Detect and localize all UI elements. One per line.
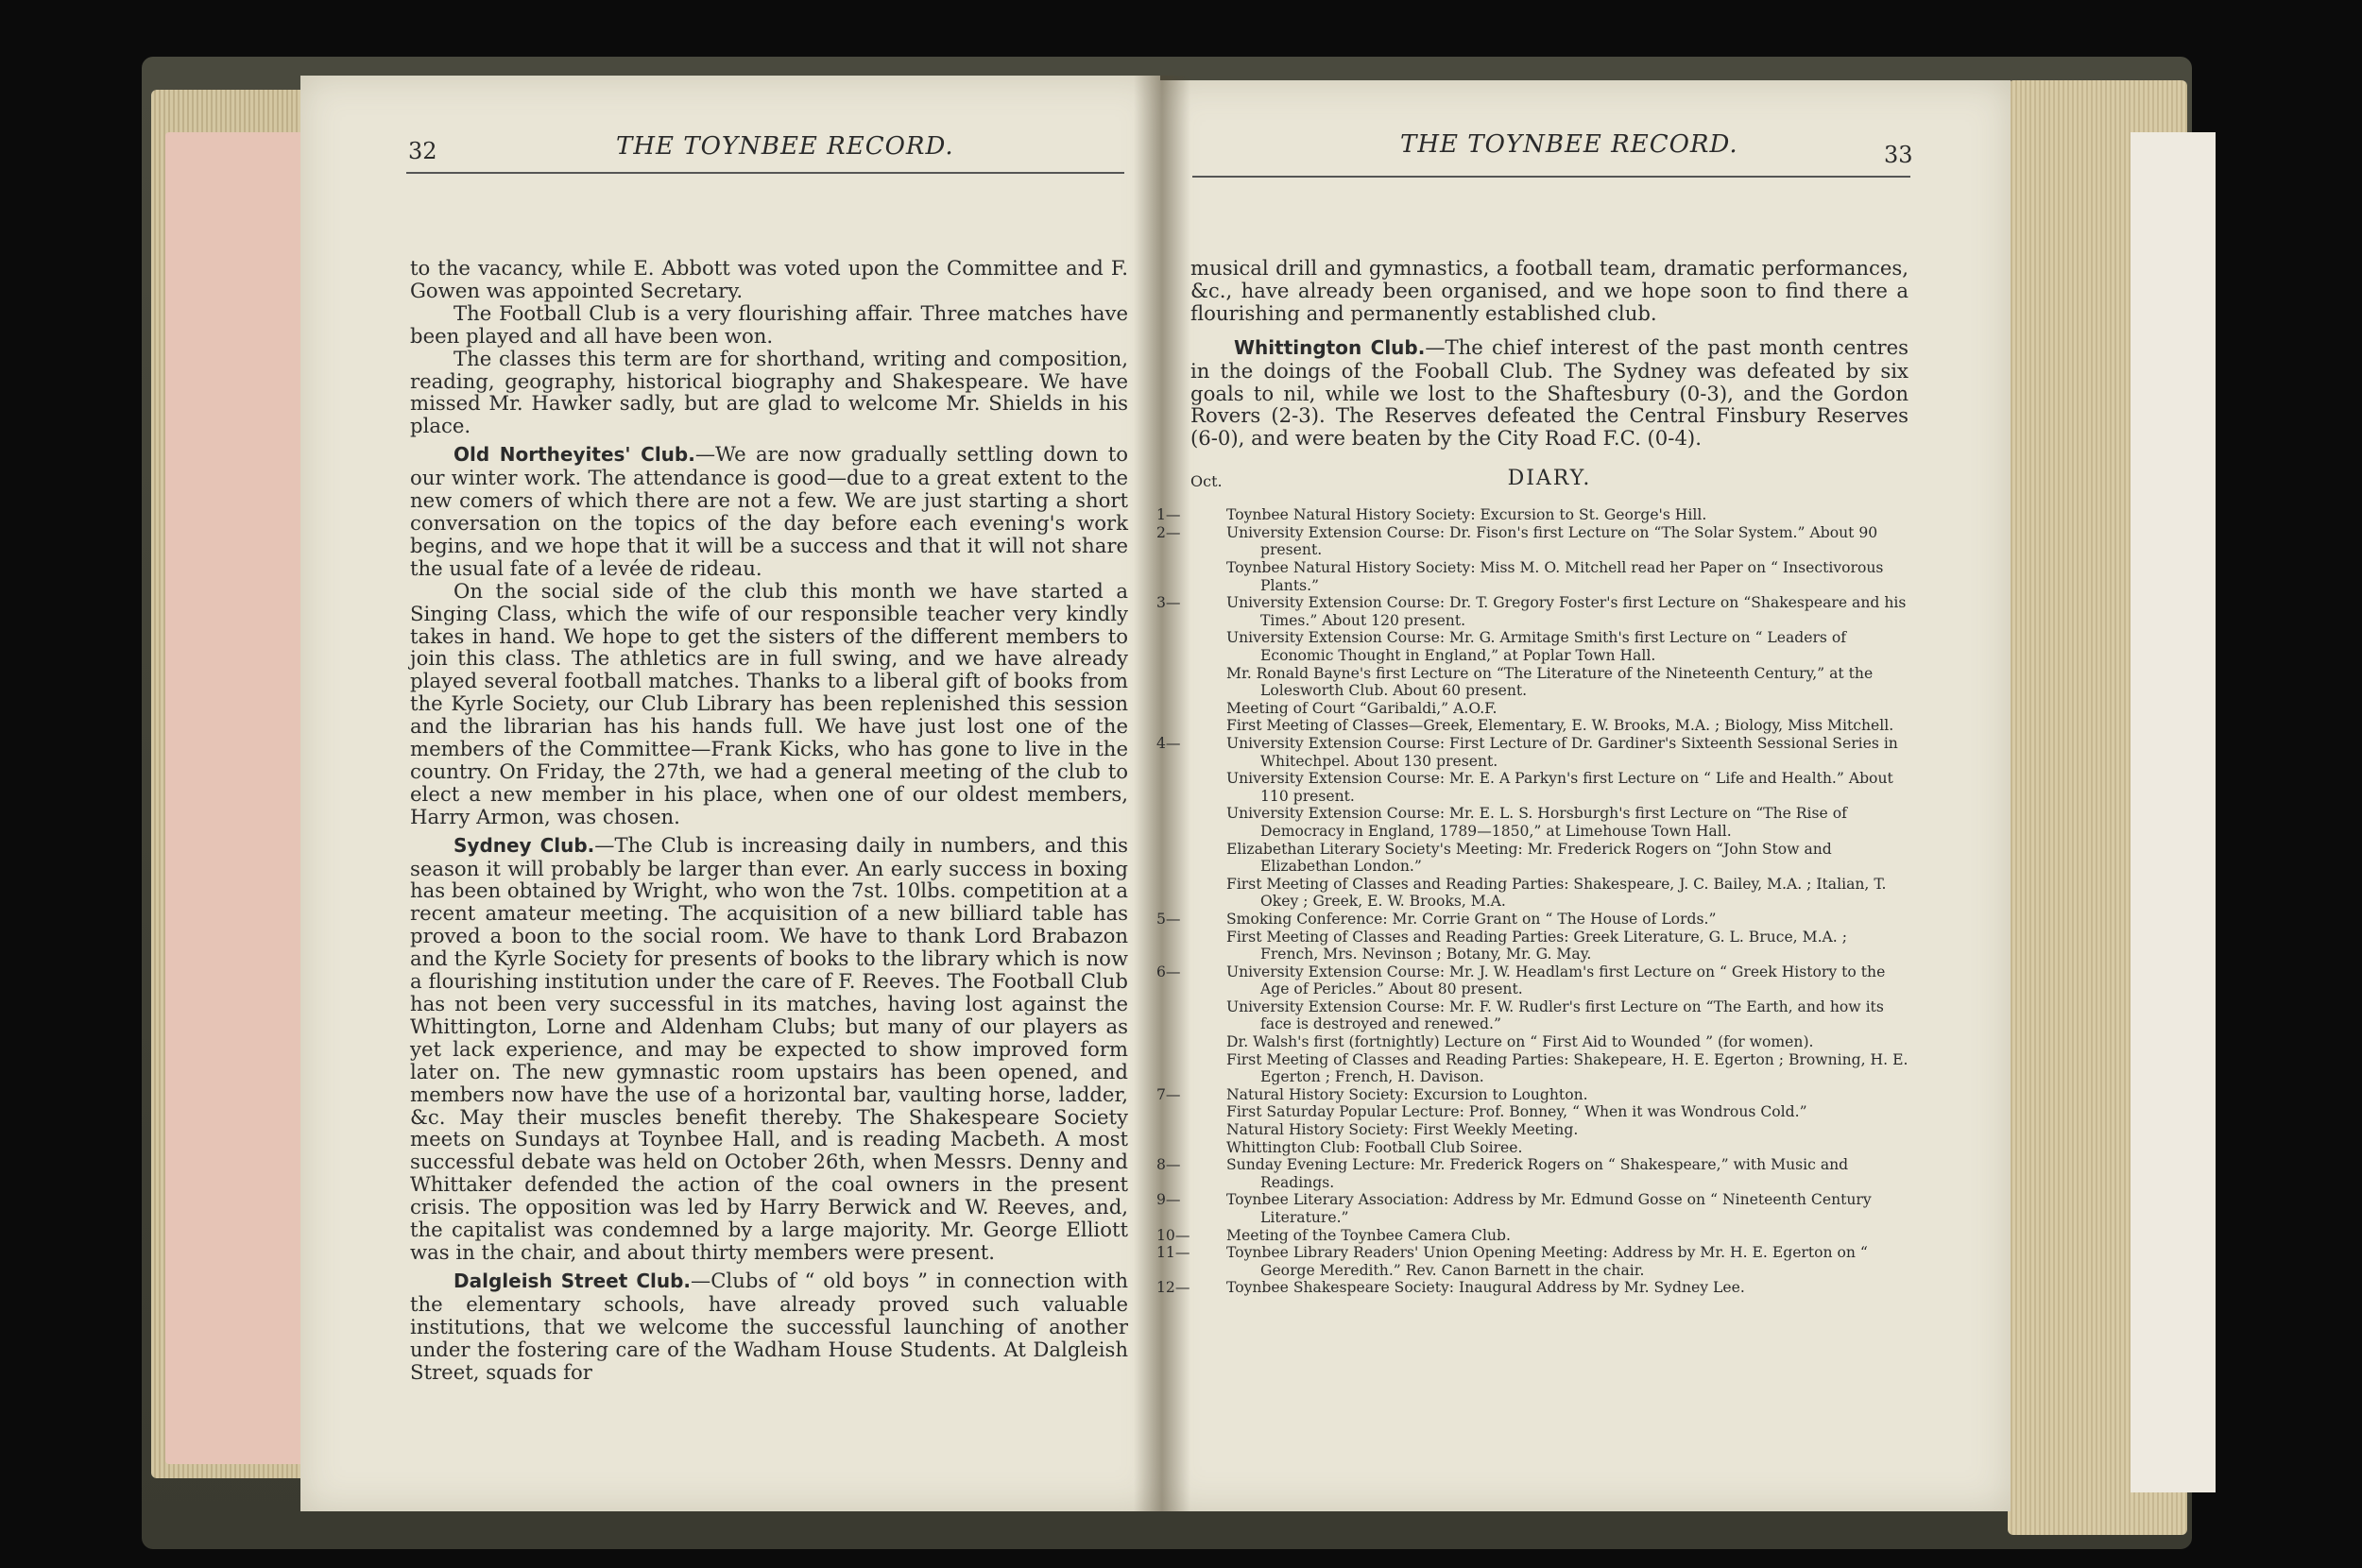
paragraph: musical drill and gymnastics, a football team, dramatic performances, &c., have already been organised, and we hope soon to find there a flourishing and permanently established club. xyxy=(1190,256,1908,325)
book-gutter xyxy=(1134,76,1190,1511)
diary-entry: Toynbee Shakespeare Society: Inaugural Address by Mr. Sydney Lee. xyxy=(1226,1279,1745,1297)
diary-entry: Natural History Society: Excursion to Loughton. xyxy=(1226,1085,1588,1103)
diary-entry: University Extension Course: Mr. G. Armitage Smith's first Lecture on “ Leaders of Economic Thought in England,” at Poplar Town Hall. xyxy=(1226,629,1847,664)
diary-header xyxy=(1190,467,1908,497)
diary-entry: University Extension Course: Mr. E. A Parkyn's first Lecture on “ Life and Health.” About 110 present. xyxy=(1226,770,1893,805)
diary-entry: Elizabethan Literary Society's Meeting: Mr. Frederick Rogers on “John Stow and Elizabethan London.” xyxy=(1226,840,1832,876)
section-heading: Old Northeyites' Club. xyxy=(454,443,695,467)
paragraph: The Football Club is a very flourishing affair. Three matches have been played and all have been won. xyxy=(410,300,1128,348)
right-text-column xyxy=(1190,257,1908,1297)
diary-entry: Sunday Evening Lecture: Mr. Frederick Rogers on “ Shakespeare,” with Music and Readings. xyxy=(1226,1156,1849,1191)
diary-entry: First Meeting of Classes and Reading Parties: Shakespeare, J. C. Bailey, M.A. ; Italian, T. Okey ; Greek, E. W. Brooks, M.A. xyxy=(1226,875,1887,911)
section-heading: Whittington Club. xyxy=(1234,335,1426,359)
diary-entry: University Extension Course: Dr. T. Gregory Foster's first Lecture on “Shakespeare and his Times.” About 120 present. xyxy=(1226,594,1907,629)
paper-slip xyxy=(2131,132,2216,1492)
diary-entry: Meeting of the Toynbee Camera Club. xyxy=(1226,1226,1511,1244)
diary-entry: University Extension Course: First Lecture of Dr. Gardiner's Sixteenth Sessional Series in Whitechpel. About 130 present. xyxy=(1226,734,1898,770)
paragraph: Old Northeyites' Club.—We are now gradually settling down to our winter work. The attendance is good—due to a great extent to the new comers of which there are not a few. We are just starting a short conversation on the topics of the day before each evening's work begins, and we hope that it will be a success and that it will not share the usual fate of a levée de rideau. xyxy=(410,442,1128,580)
right-header-rule xyxy=(1192,176,1910,178)
diary-entry: University Extension Course: Mr. E. L. S. Horsburgh's first Lecture on “The Rise of Democracy in England, 1789—1850,” at Limehouse Town Hall. xyxy=(1226,805,1847,840)
section-heading: Dalgleish Street Club. xyxy=(454,1269,692,1292)
left-header-rule xyxy=(406,172,1124,174)
paragraph: to the vacancy, while E. Abbott was voted upon the Committee and F. Gowen was appointed Secretary. xyxy=(410,256,1128,302)
diary-entry: Meeting of Court “Garibaldi,” A.O.F. xyxy=(1226,699,1498,717)
left-running-head: THE TOYNBEE RECORD. xyxy=(616,132,954,161)
pink-insert-sheet xyxy=(165,132,312,1464)
paragraph: On the social side of the club this month we have started a Singing Class, which the wife of our responsible teacher very kindly takes in hand. We hope to get the sisters of the different members to join this class. The athletics are in full swing, and we have already played several football matches. Thanks to a liberal gift of books from the Kyrle Society, our Club Library has been replenished this session and the librarian has his hands full. We have just lost one of the members of the Committee—Frank Kicks, who has gone to live in the country. On Friday, the 27th, we had a general meeting of the club to elect a new member in his place, when one of our oldest members, Harry Armon, was chosen. xyxy=(410,578,1128,828)
diary-entry: First Meeting of Classes and Reading Parties: Greek Literature, G. L. Bruce, M.A. ; French, Mrs. Nevinson ; Botany, Mr. G. May. xyxy=(1226,928,1847,963)
diary-entry: Toynbee Natural History Society: Excursion to St. George's Hill. xyxy=(1226,506,1707,524)
diary-entry: Toynbee Natural History Society: Miss M. O. Mitchell read her Paper on “ Insectivorous Plants.” xyxy=(1226,559,1884,594)
diary-entry: Dr. Walsh's first (fortnightly) Lecture on “ First Aid to Wounded ” (for women). xyxy=(1226,1033,1814,1051)
paragraph: Dalgleish Street Club.—Clubs of “ old boys ” in connection with the elementary schools, have already proved such valuable institutions, that we welcome the successful launching of another under the fostering care of the Wadham House Students. At Dalgleish Street, squads for xyxy=(410,1268,1128,1384)
diary-month: Oct. xyxy=(1190,472,1223,491)
diary-entry: University Extension Course: Dr. Fison's first Lecture on “The Solar System.” About 90 present. xyxy=(1226,523,1878,559)
left-text-column xyxy=(410,257,1128,1383)
diary-entry: University Extension Course: Mr. F. W. Rudler's first Lecture on “The Earth, and how its face is destroyed and renewed.” xyxy=(1226,997,1884,1033)
diary-entry: Toynbee Library Readers' Union Opening Meeting: Address by Mr. H. E. Egerton on “ George Meredith.” Rev. Canon Barnett in the chair. xyxy=(1226,1244,1868,1279)
diary-entry: Natural History Society: First Weekly Meeting. xyxy=(1226,1121,1579,1139)
diary-list xyxy=(1190,506,1908,1297)
diary-entry: First Meeting of Classes and Reading Parties: Shakepeare, H. E. Egerton ; Browning, H. E. Egerton ; French, H. Davison. xyxy=(1226,1050,1908,1086)
diary-entry: Toynbee Literary Association: Address by Mr. Edmund Gosse on “ Nineteenth Century Literature.” xyxy=(1226,1191,1872,1226)
diary-entry: University Extension Course: Mr. J. W. Headlam's first Lecture on “ Greek History to the Age of Pericles.” About 80 present. xyxy=(1226,963,1886,998)
diary-entry: Whittington Club: Football Club Soiree. xyxy=(1226,1138,1523,1156)
left-page-number: 32 xyxy=(408,138,437,164)
paragraph: Whittington Club.—The chief interest of the past month centres in the doings of the Fooball Club. The Sydney was defeated by six goals to nil, while we lost to the Shaftesbury (0-3), and the Gordon Rovers (2-3). The Reserves defeated the Central Finsbury Reserves (6-0), and were beaten by the City Road F.C. (0-4). xyxy=(1190,334,1908,451)
diary-title: DIARY. xyxy=(1507,467,1592,491)
diary-entry: First Meeting of Classes—Greek, Elementary, E. W. Brooks, M.A. ; Biology, Miss Mitchell. xyxy=(1226,717,1894,735)
right-running-head: THE TOYNBEE RECORD. xyxy=(1400,130,1738,159)
paragraph: Sydney Club.—The Club is increasing daily in numbers, and this season it will probably be larger than ever. An early success in boxing has been obtained by Wright, who won the 7st. 10lbs. competition at a recent amateur meeting. The acquisition of a new billiard table has proved a boon to the social room. We have to thank Lord Brabazon and the Kyrle Society for presents of books to the library which is now a flourishing institution under the care of F. Reeves. The Football Club has not been very successful in its matches, having lost against the Whittington, Lorne and Aldenham Clubs; but many of our players as yet lack experience, and may be expected to show improved form later on. The new gymnastic room upstairs has been opened, and members now have the use of a horizontal bar, vaulting horse, ladder, &c. May their muscles benefit thereby. The Shakespeare Society meets on Sundays at Toynbee Hall, and is reading Macbeth. A most successful debate was held on October 26th, when Messrs. Denny and Whittaker defended the action of the coal owners in the present crisis. The opposition was led by Harry Berwick and W. Reeves, and, the capitalist was condemned by a large majority. Mr. George Elliott was in the chair, and about thirty members were present. xyxy=(410,832,1129,1264)
right-page-number: 33 xyxy=(1884,142,1913,168)
diary-entry: Mr. Ronald Bayne's first Lecture on “The Literature of the Nineteenth Century,” at the Lolesworth Club. About 60 present. xyxy=(1226,664,1874,700)
diary-entry: Smoking Conference: Mr. Corrie Grant on “ The House of Lords.” xyxy=(1226,910,1717,928)
diary-entry: First Saturday Popular Lecture: Prof. Bonney, “ When it was Wondrous Cold.” xyxy=(1226,1103,1807,1121)
paragraph: The classes this term are for shorthand, writing and composition, reading, geography, historical biography and Shakespeare. We have missed Mr. Hawker sadly, but are glad to welcome Mr. Shields in his place. xyxy=(410,346,1128,438)
section-heading: Sydney Club. xyxy=(454,833,595,857)
